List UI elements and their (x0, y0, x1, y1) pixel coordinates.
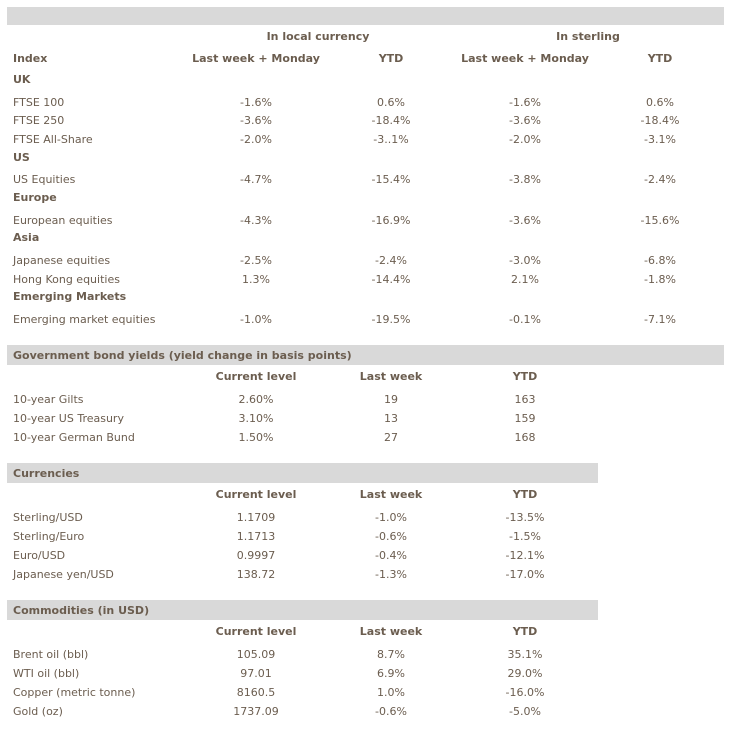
row-label: Emerging market equities (13, 313, 156, 326)
cell: 0.6% (377, 96, 405, 109)
cell: 105.09 (236, 648, 276, 661)
cell: -4.3% (240, 214, 272, 227)
row-label: Brent oil (bbl) (13, 648, 89, 661)
group-header-local: In local currency (266, 30, 370, 43)
col-header-current: Current level (215, 370, 297, 383)
cell: -6.8% (644, 254, 676, 267)
row-label: Sterling/USD (13, 511, 83, 524)
currencies-title: Currencies (13, 467, 80, 480)
row-label: Euro/USD (13, 549, 66, 562)
cell: -2.0% (240, 133, 272, 146)
row-label: Hong Kong equities (13, 273, 120, 286)
cell: -0.6% (375, 530, 407, 543)
cell: -0.6% (375, 705, 407, 718)
col-header-current: Current level (215, 488, 297, 501)
cell: 163 (514, 393, 536, 406)
cell: -1.0% (240, 313, 272, 326)
section-us: US (13, 151, 30, 164)
cell: 159 (514, 412, 536, 425)
cell: 2.1% (511, 273, 539, 286)
cell: 1.0% (377, 686, 405, 699)
cell: -3.0% (509, 254, 541, 267)
col-header-lastweek: Last week (359, 625, 423, 638)
cell: -2.5% (240, 254, 272, 267)
row-label: FTSE All-Share (13, 133, 93, 146)
cell: 138.72 (236, 568, 276, 581)
row-label: 10-year German Bund (13, 431, 135, 444)
col-header-local-lastweek: Last week + Monday (192, 52, 320, 65)
row-label: European equities (13, 214, 113, 227)
cell: 1.1713 (236, 530, 276, 543)
cell: 0.6% (646, 96, 674, 109)
cell: -18.4% (371, 114, 411, 127)
cell: -4.7% (240, 173, 272, 186)
cell: -5.0% (509, 705, 541, 718)
cell: 0.9997 (236, 549, 276, 562)
cell: -7.1% (644, 313, 676, 326)
row-label: 10-year Gilts (13, 393, 84, 406)
cell: -15.4% (371, 173, 411, 186)
col-header-sterling-lastweek: Last week + Monday (461, 52, 589, 65)
cell: 6.9% (377, 667, 405, 680)
cell: 19 (384, 393, 398, 406)
cell: -14.4% (371, 273, 411, 286)
cell: 168 (514, 431, 536, 444)
section-asia: Asia (13, 231, 40, 244)
cell: -17.0% (505, 568, 545, 581)
col-header-local-ytd: YTD (378, 52, 404, 65)
cell: -3.8% (509, 173, 541, 186)
section-emerging: Emerging Markets (13, 290, 127, 303)
row-label: Japanese equities (13, 254, 111, 267)
commodities-title: Commodities (in USD) (13, 604, 150, 617)
bonds-title: Government bond yields (yield change in basis points) (13, 349, 352, 362)
cell: 3.10% (238, 412, 274, 425)
cell: 29.0% (507, 667, 543, 680)
cell: -0.4% (375, 549, 407, 562)
cell: 1.3% (242, 273, 270, 286)
col-header-ytd: YTD (512, 625, 538, 638)
group-header-sterling: In sterling (556, 30, 620, 43)
cell: -12.1% (505, 549, 545, 562)
cell: -2.0% (509, 133, 541, 146)
col-header-lastweek: Last week (359, 370, 423, 383)
cell: -1.6% (509, 96, 541, 109)
cell: -16.9% (371, 214, 411, 227)
row-label: FTSE 100 (13, 96, 65, 109)
row-label: US Equities (13, 173, 76, 186)
cell: 8.7% (377, 648, 405, 661)
cell: -1.8% (644, 273, 676, 286)
row-label: Copper (metric tonne) (13, 686, 136, 699)
cell: -1.6% (240, 96, 272, 109)
cell: 97.01 (240, 667, 272, 680)
row-label: Japanese yen/USD (13, 568, 114, 581)
cell: -1.3% (375, 568, 407, 581)
row-label: FTSE 250 (13, 114, 65, 127)
col-header-ytd: YTD (512, 370, 538, 383)
cell: 27 (384, 431, 398, 444)
col-header-index: Index (13, 52, 48, 65)
cell: -19.5% (371, 313, 411, 326)
currencies-band (7, 463, 598, 483)
row-label: WTI oil (bbl) (13, 667, 80, 680)
cell: -3.6% (509, 114, 541, 127)
col-header-sterling-ytd: YTD (647, 52, 673, 65)
row-label: Sterling/Euro (13, 530, 85, 543)
cell: -3.6% (240, 114, 272, 127)
cell: -0.1% (509, 313, 541, 326)
cell: -3.6% (509, 214, 541, 227)
cell: 35.1% (507, 648, 543, 661)
cell: 13 (384, 412, 398, 425)
col-header-current: Current level (215, 625, 297, 638)
cell: 1737.09 (233, 705, 279, 718)
row-label: Gold (oz) (13, 705, 63, 718)
cell: -2.4% (644, 173, 676, 186)
cell: -18.4% (640, 114, 680, 127)
cell: -1.5% (509, 530, 541, 543)
section-uk: UK (13, 73, 31, 86)
cell: 2.60% (238, 393, 274, 406)
col-header-ytd: YTD (512, 488, 538, 501)
cell: 1.1709 (236, 511, 276, 524)
cell: 1.50% (238, 431, 274, 444)
cell: -3.1% (644, 133, 676, 146)
row-label: 10-year US Treasury (13, 412, 124, 425)
section-europe: Europe (13, 191, 57, 204)
cell: -1.0% (375, 511, 407, 524)
cell: -15.6% (640, 214, 680, 227)
cell: -3..1% (373, 133, 409, 146)
cell: -16.0% (505, 686, 545, 699)
cell: -13.5% (505, 511, 545, 524)
col-header-lastweek: Last week (359, 488, 423, 501)
cell: -2.4% (375, 254, 407, 267)
cell: 8160.5 (236, 686, 276, 699)
top-band (7, 7, 724, 25)
